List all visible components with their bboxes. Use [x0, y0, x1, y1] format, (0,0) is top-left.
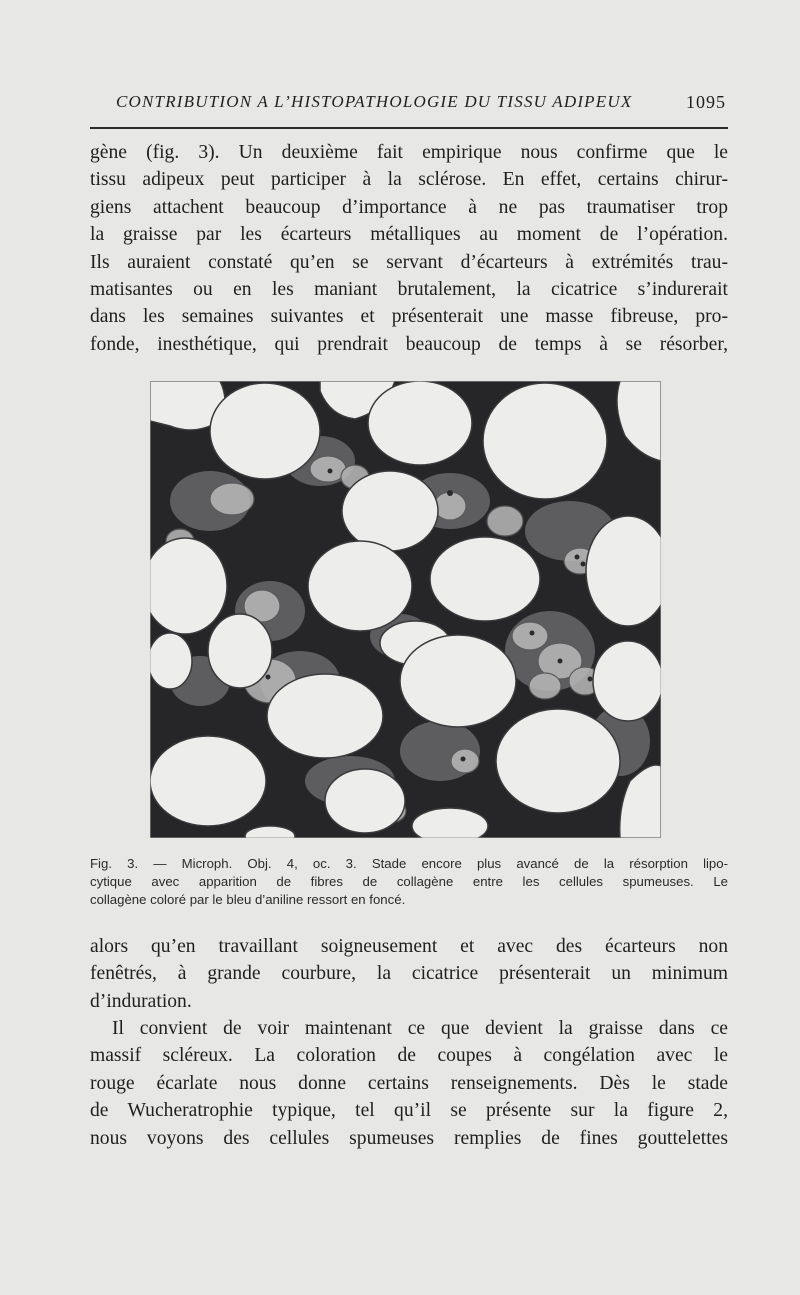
paragraph-1 [90, 139, 728, 358]
paragraph-2 [90, 933, 728, 1015]
micrograph-figure [150, 381, 661, 838]
text-line: fenêtrés, à grande courbure, la cicatrice présenterait un minimum [90, 963, 728, 985]
text-line: tissu adipeux peut participer à la sclérose. En effet, certains chirur- [90, 169, 728, 191]
text-line: rouge écarlate nous donne certains renseignements. Dès le stade [90, 1072, 728, 1094]
text-line: alors qu’en travaillant soigneusement et avec des écarteurs non [90, 936, 728, 957]
caption-line: collagène coloré par le bleu d’aniline ressort en foncé. [90, 892, 406, 907]
text-line: de Wucheratrophie typique, tel qu’il se présente sur la figure 2, [90, 1100, 728, 1122]
micrograph-adipose-tissue-icon [150, 381, 661, 838]
text-line: gène (fig. 3). Un deuxième fait empirique nous confirme que le [90, 142, 728, 163]
paragraph-3 [90, 1015, 728, 1152]
figure-caption [90, 855, 728, 909]
text-line: nous voyons des cellules spumeuses remplies de fines gouttelettes [90, 1127, 728, 1149]
text-line: fonde, inesthétique, qui prendrait beaucoup de temps à se résorber, [90, 333, 728, 355]
caption-line: Fig. 3. — Microph. Obj. 4, oc. 3. Stade encore plus avancé de la résorption lipo- [90, 856, 728, 871]
text-line: giens attachent beaucoup d’importance à ne pas traumatiser trop [90, 196, 728, 218]
text-line: dans les semaines suivantes et présenterait une masse fibreuse, pro- [90, 306, 728, 328]
header-rule [90, 127, 728, 129]
text-line: matisantes ou en les maniant brutalement, la cicatrice s’indurerait [90, 279, 728, 301]
caption-line: cytique avec apparition de fibres de collagène entre les cellules spumeuses. Le [90, 874, 728, 889]
text-line: d’induration. [90, 990, 192, 1012]
page-number: 1095 [686, 92, 726, 112]
text-line: la graisse par les écarteurs métalliques au moment de l’opération. [90, 224, 728, 246]
running-header [90, 88, 728, 118]
text-line: Ils auraient constaté qu’en se servant d’écarteurs à extrémités trau- [90, 251, 728, 273]
running-title: CONTRIBUTION A L’HISTOPATHOLOGIE DU TISSU ADIPEUX [116, 92, 633, 111]
text-line: Il convient de voir maintenant ce que devient la graisse dans ce [112, 1018, 728, 1039]
text-line: massif scléreux. La coloration de coupes à congélation avec le [90, 1045, 728, 1067]
